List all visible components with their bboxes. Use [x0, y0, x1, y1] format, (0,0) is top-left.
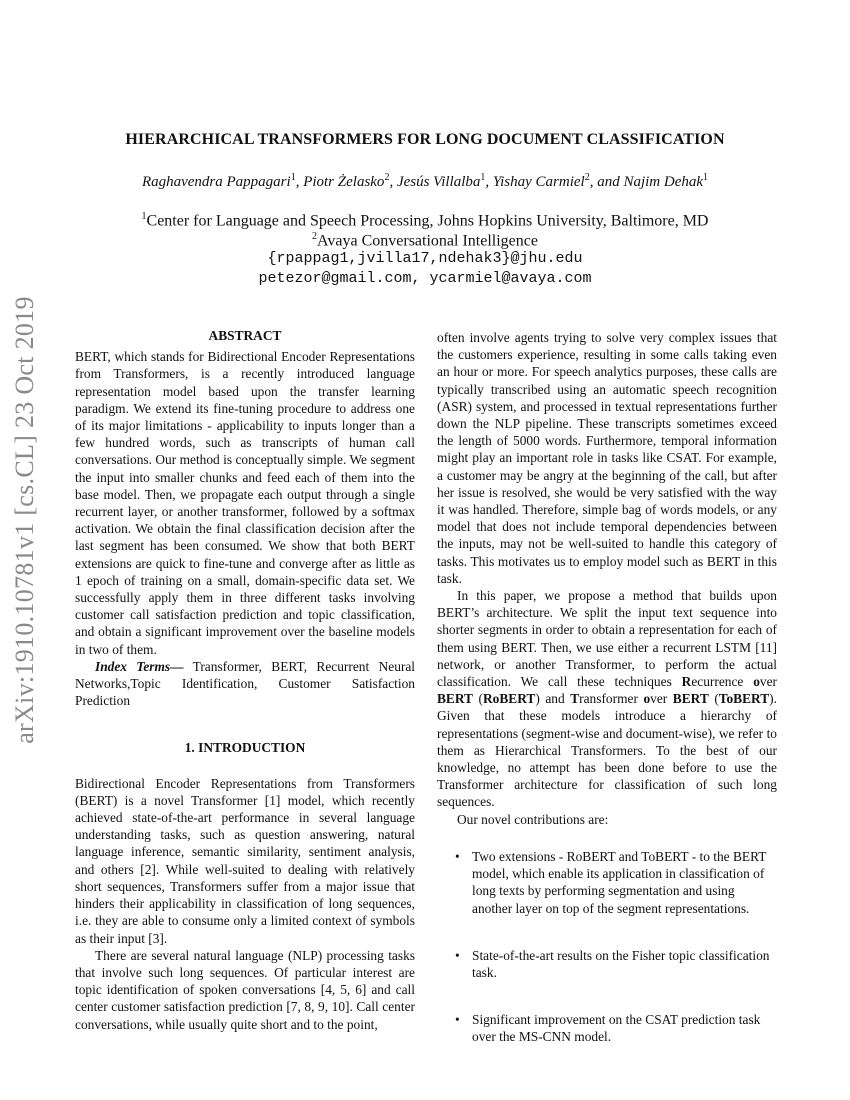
introduction-heading: 1. INTRODUCTION	[184, 740, 306, 756]
intro-paragraph-2: There are several natural language (NLP) processing tasks that involve such long sequences. Of particular interest are topic identification of spoken conversations [4, 5, 6] and call center customer satisfaction prediction [7, 8, 9, 10]. Call center conversations, while usually quite short and to the point,	[75, 947, 415, 1032]
contributions-list	[437, 848, 777, 1046]
index-terms	[75, 658, 415, 710]
author: Piotr Żelasko$^2$,	[303, 172, 397, 190]
author: Yishay Carmiel$^2$, and	[492, 172, 624, 190]
bullet-icon: •	[455, 1012, 460, 1028]
affiliation-2: $^2$Avaya Conversational Intelligence	[312, 231, 538, 250]
author-list	[60, 172, 790, 191]
affiliation-1: $^1$Center for Language and Speech Processing, Johns Hopkins University, Baltimore, MD	[141, 211, 709, 230]
arxiv-identifier	[5, 270, 45, 770]
bullet-icon: •	[455, 947, 460, 963]
intro-paragraph-4: In this paper, we propose a method that builds upon BERT’s architecture. We split the input text sequence into shorter segments in order to obtain a representation for each of them using BERT. Then, we use either a recurrent LSTM [11] network, or another Transformer, to perform the actual classification. We call these techniques Recurrence over BERT (RoBERT) and Transformer over BERT (ToBERT). Given that these models introduce a hierarchy of representations (segment-wise and document-wise), we refer to them as Hierarchical Transformers. To the best of our knowledge, no attempt has been done before to use the Transformer architecture for classification of such long sequences.	[437, 588, 778, 810]
paper-title: HIERARCHICAL TRANSFORMERS FOR LONG DOCUMENT CLASSIFICATION	[125, 131, 725, 148]
left-column	[75, 327, 415, 1033]
author: Najim Dehak$^1$	[623, 172, 709, 190]
contributions-intro: Our novel contributions are:	[457, 811, 609, 827]
author: Raghavendra Pappagari$^1$,	[141, 172, 304, 190]
list-item: • State-of-the-art results on the Fisher topic classification task.	[455, 947, 770, 980]
author: Jesús Villalba$^1$,	[396, 172, 493, 190]
abstract-text: BERT, which stands for Bidirectional Encoder Representations from Transformers, is a recently introduced language representation model based upon the transfer learning paradigm. We extend its fine-tuning procedure to address one of its major limitations - applicability to inputs longer than a few hundred words, such as transcripts of human call conversations. Our method is conceptually simple. We segment the input into smaller chunks and feed each of them into the base model. Then, we propagate each output through a single recurrent layer, or another transformer, followed by a softmax activation. We obtain the final classification decision after the last segment has been consumed. We show that both BERT extensions are quick to fine-tune and converge after as little as 1 epoch of training on a small, domain-specific data set. We successfully apply them in three different tasks involving customer call satisfaction prediction and topic classification, and obtain a significant improvement over the baseline models in two of them.	[75, 349, 415, 657]
list-item: • Two extensions - RoBERT and ToBERT - to the BERT model, which enable its application in classification of long texts by performing segmentation and using another layer on top of the segment representations.	[455, 848, 767, 916]
arxiv-identifier-text: arXiv:1910.10781v1 [cs.CL] 23 Oct 2019	[10, 296, 39, 744]
right-column	[437, 329, 777, 1076]
bullet-icon: •	[455, 848, 460, 864]
index-terms-text: Transformer, BERT, Recurrent Neural Networks,Topic Identification, Customer Satisfaction Prediction	[75, 658, 416, 709]
intro-paragraph-3: often involve agents trying to solve very complex issues that the customers experience, resulting in some calls taking even an hour or more. For speech analytics purposes, these calls are typically transcribed using an automatic speech recognition (ASR) system, and processed in textual representations further down the NLP pipeline. These transcripts sometimes exceed the length of 5000 words. Furthermore, temporal information might play an important role in tasks like CSAT. For example, a customer may be angry at the beginning of the call, but after her issue is resolved, she would be very satisfied with the way it was handled. Therefore, simple bag of words models, or any model that does not include temporal dependencies between the inputs, may not be well-suited to handle this category of tasks. This motivates us to employ model such as BERT in this task.	[437, 330, 777, 586]
index-terms-label: Index Terms—	[95, 658, 184, 674]
list-item: • Significant improvement on the CSAT prediction task over the MS-CNN model.	[455, 1012, 761, 1045]
abstract-heading: ABSTRACT	[208, 328, 282, 343]
intro-paragraph-1: Bidirectional Encoder Representations from Transformers (BERT) is a novel Transformer [1] model, which recently achieved state-of-the-art performance in several language understanding tasks, such as question answering, natural language inference, semantic similarity, sentiment analysis, and others [2]. While well-suited to dealing with relatively short sequences, Transformers suffer from a major issue that hinders their applicability in classification of long sequences, i.e. they are able to consume only a limited context of symbols as their input [3].	[75, 775, 415, 946]
email-line-2: petezor@gmail.com, ycarmiel@avaya.com	[258, 270, 592, 287]
email-line-1: {rpappag1,jvilla17,ndehak3}@jhu.edu	[267, 250, 583, 267]
